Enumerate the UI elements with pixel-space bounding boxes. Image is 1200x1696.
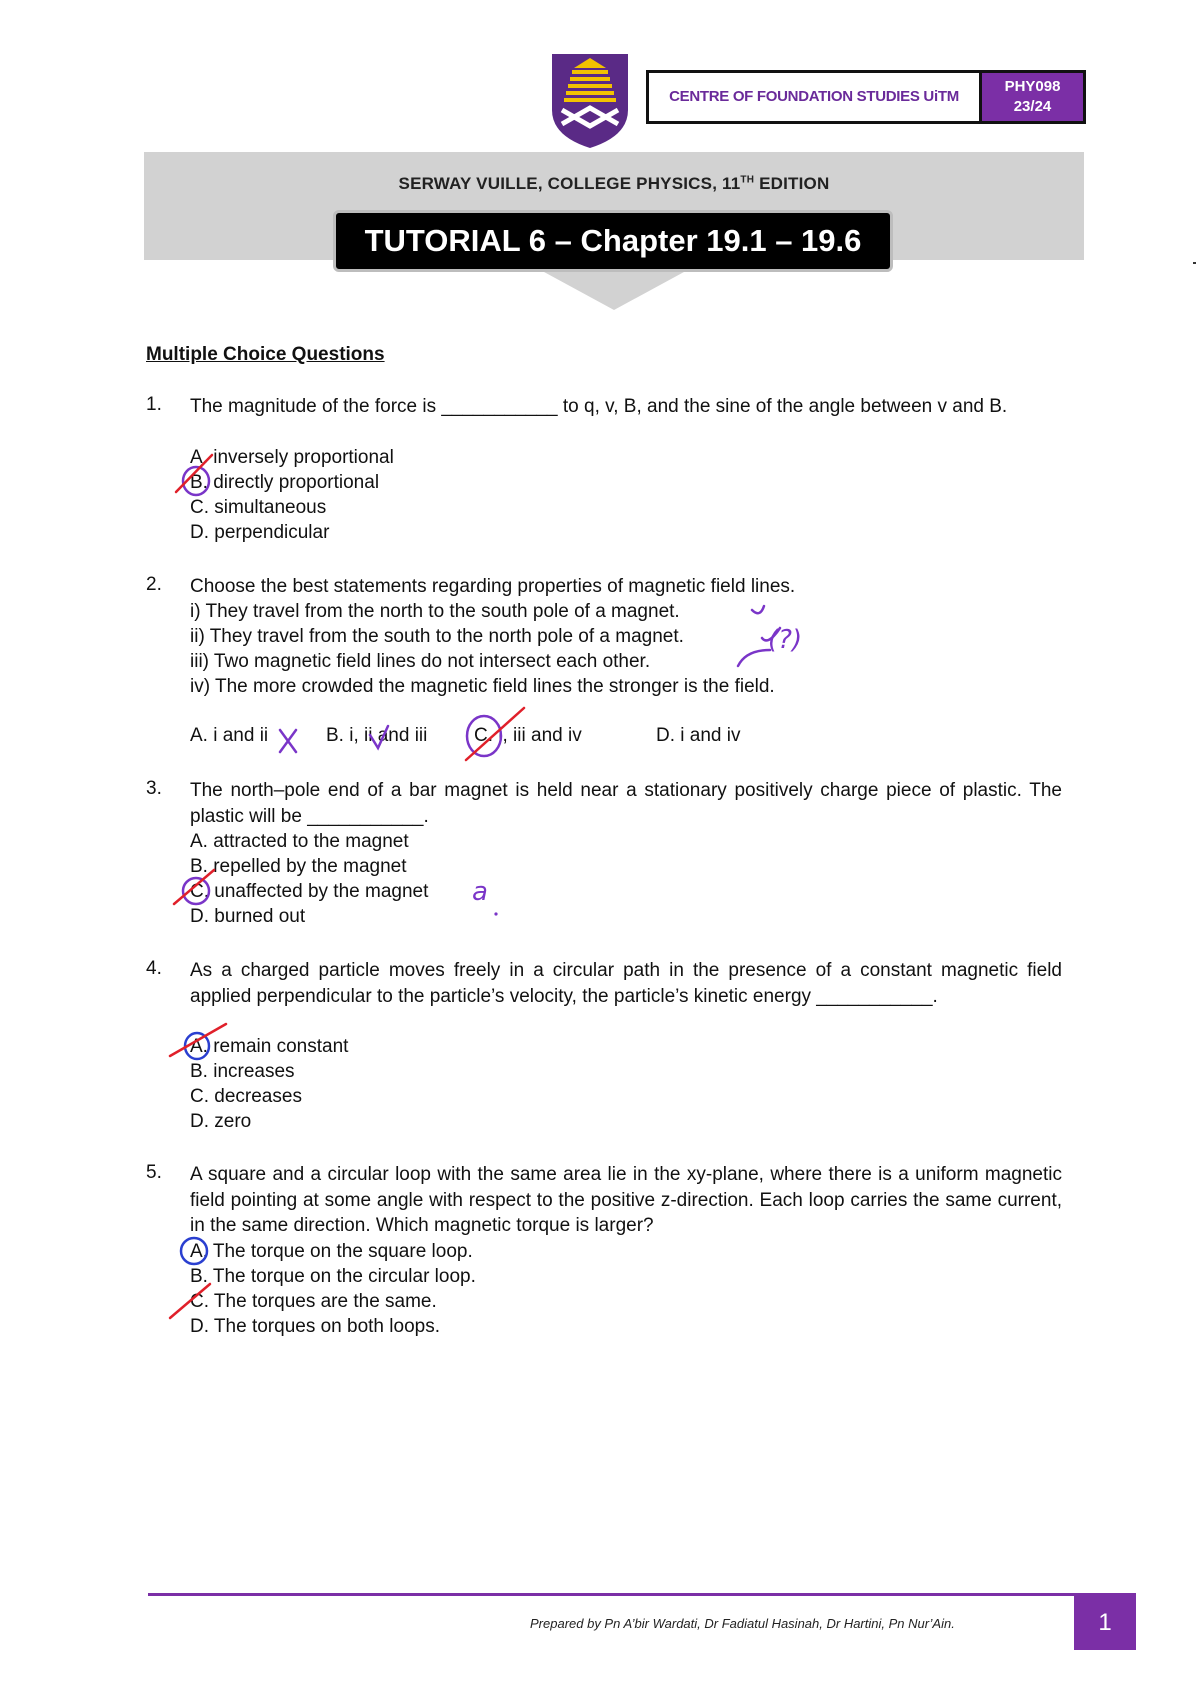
book-title: SERWAY VUILLE, COLLEGE PHYSICS, 11TH EDITION (398, 174, 830, 193)
handwritten-note: a (472, 877, 488, 907)
option: C. unaffected by the magnet (190, 881, 429, 902)
question-number: 5. (146, 1162, 162, 1183)
question-text: As a charged particle moves freely in a circular path in the presence of a constant magnetic field applied perpendicular to the particle’s velocity, the particle’s kinetic energy ___________. (190, 960, 1062, 1007)
uitm-logo (548, 52, 632, 150)
option: C. The torques are the same. (190, 1291, 437, 1312)
statement: i) They travel from the north to the south pole of a magnet. (190, 601, 680, 622)
centre-name: CENTRE OF FOUNDATION STUDIES UiTM (649, 73, 982, 121)
course-code: PHY098 (1004, 78, 1061, 95)
option: A. attracted to the magnet (190, 831, 409, 852)
handwritten-note: (?) (768, 625, 803, 655)
option: A. The torque on the square loop. (190, 1241, 473, 1262)
question-text: A square and a circular loop with the same area lie in the xy-plane, where there is a uniform magnetic field pointing at some angle with respect to the positive z-direction. Each loop carries the same current, in the same direction. Which magnetic torque is larger? (190, 1164, 1062, 1236)
course-code-box (982, 73, 1083, 121)
centre-box (646, 70, 1086, 124)
option: B. repelled by the magnet (190, 856, 407, 877)
question-number: 2. (146, 574, 162, 595)
page-number: 1 (1074, 1596, 1136, 1650)
session: 23/24 (1013, 98, 1052, 115)
question-text: Choose the best statements regarding properties of magnetic field lines. (190, 576, 796, 597)
prepared-by: Prepared by Pn A’bir Wardati, Dr Fadiatul Hasinah, Dr Hartini, Pn Nur’Ain. (530, 1616, 955, 1631)
tick-mark (762, 628, 780, 640)
option: C. decreases (190, 1086, 302, 1107)
section-heading: Multiple Choice Questions (146, 344, 385, 365)
option: D. i and iv (656, 725, 741, 746)
cross-mark (280, 730, 296, 752)
statement: iii) Two magnetic field lines do not intersect each other. (190, 651, 651, 672)
option: B. i, ii and iii (326, 725, 428, 746)
option: D. perpendicular (190, 522, 330, 543)
question-number: 1. (146, 394, 162, 415)
tick-mark (738, 650, 770, 666)
margin-mark (1193, 262, 1196, 264)
option: B. directly proportional (190, 472, 380, 493)
option: A. i and ii (190, 725, 269, 746)
question-number: 4. (146, 958, 162, 979)
footer-divider (148, 1593, 1136, 1596)
question-text: The north–pole end of a bar magnet is held near a stationary positively charge piece of plastic. The plastic will be ___________. (190, 780, 1062, 827)
option: B. increases (190, 1061, 295, 1082)
option: D. zero (190, 1111, 252, 1132)
option: C. i, iii and iv (474, 725, 582, 746)
option: C. simultaneous (190, 497, 327, 518)
option: D. burned out (190, 906, 306, 927)
ink-dot (494, 912, 497, 915)
tick-mark (752, 606, 764, 613)
question-text: The magnitude of the force is ___________ to q, v, B, and the sine of the angle between v and B. (190, 396, 1008, 417)
option: A. remain constant (190, 1036, 349, 1057)
statement: iv) The more crowded the magnetic field lines the stronger is the field. (190, 676, 775, 697)
option: A. inversely proportional (190, 447, 394, 468)
option: B. The torque on the circular loop. (190, 1266, 476, 1287)
option: D. The torques on both loops. (190, 1316, 440, 1337)
question-number: 3. (146, 778, 162, 799)
statement: ii) They travel from the south to the north pole of a magnet. (190, 626, 684, 647)
tutorial-title: TUTORIAL 6 – Chapter 19.1 – 19.6 (333, 210, 893, 272)
